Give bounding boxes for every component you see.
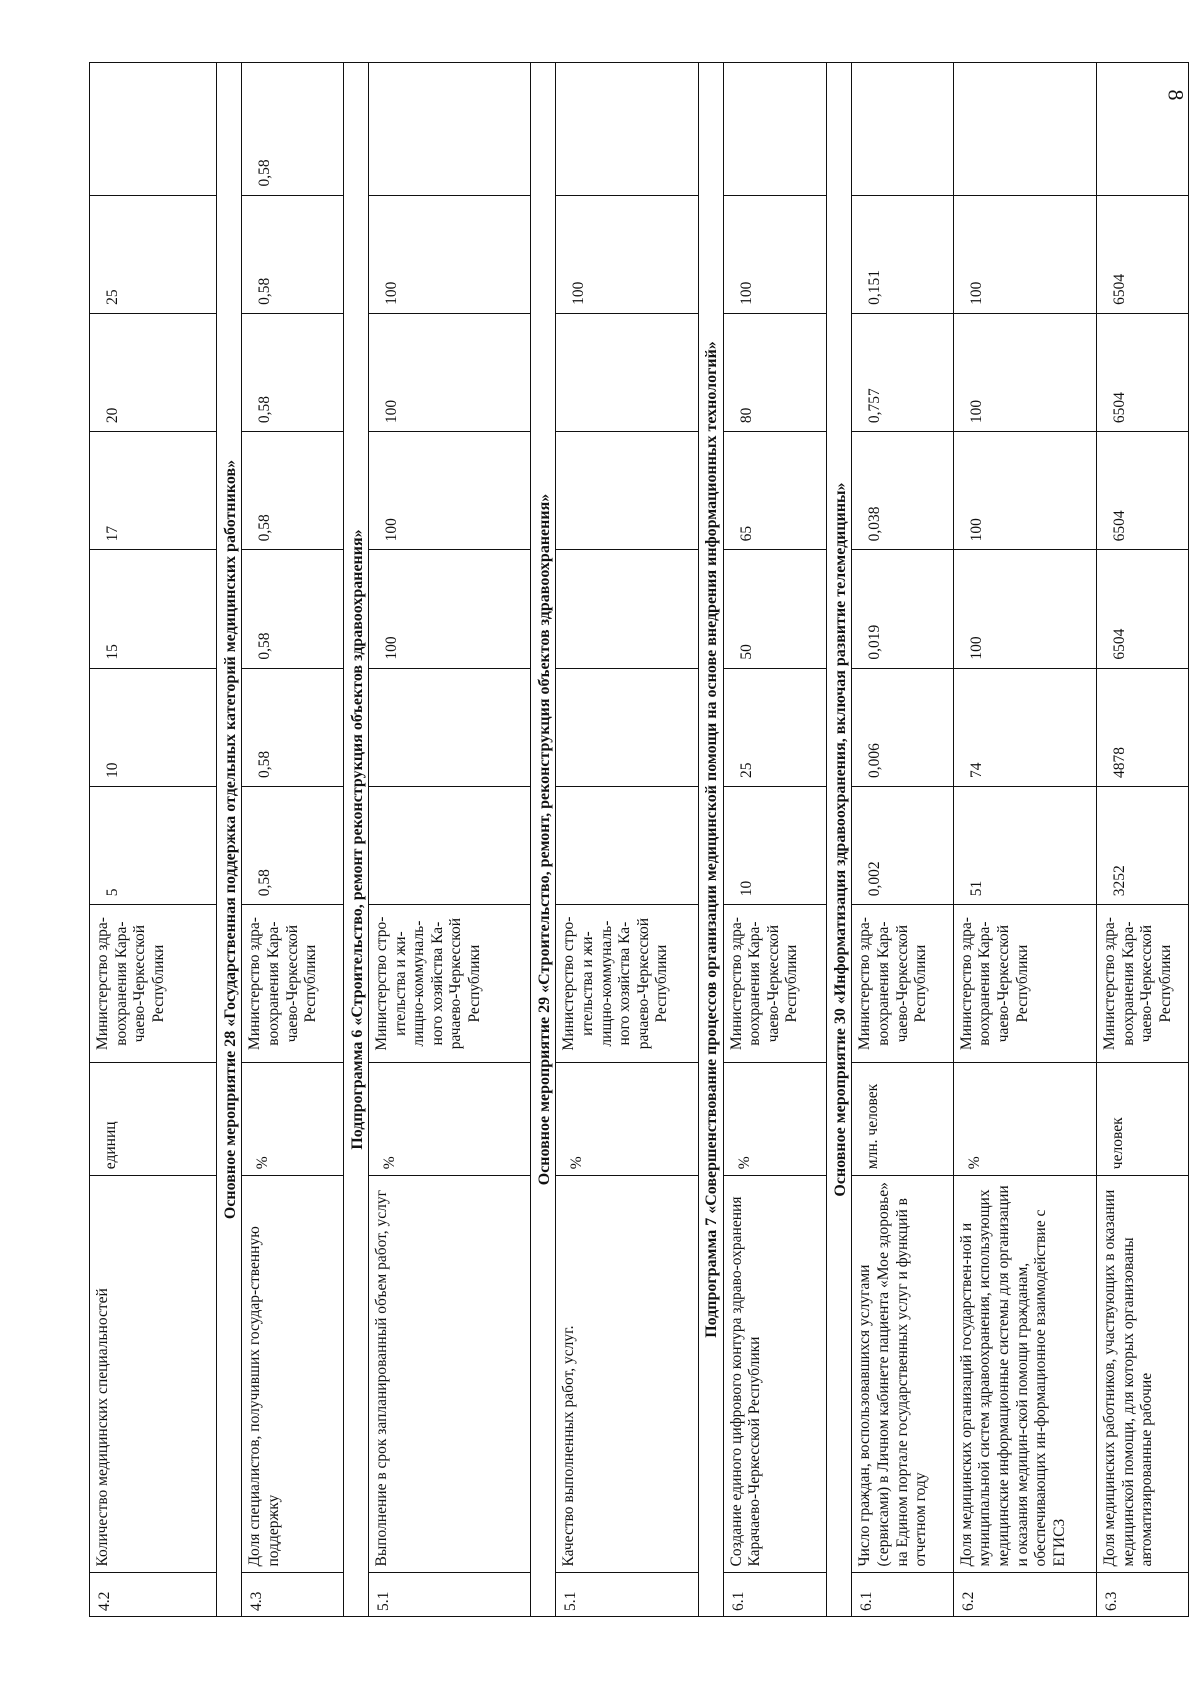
value-cell: 0,757 (852, 313, 954, 431)
row-number: 6.3 (1097, 1572, 1189, 1616)
value-cell: 100 (953, 432, 1096, 550)
value-cell (556, 63, 698, 196)
value-cell: 10 (90, 668, 217, 786)
value-cell: 80 (723, 313, 827, 431)
value-cell: 3252 (1097, 786, 1189, 904)
unit-of-measure: единиц (90, 1062, 217, 1175)
value-cell: 0,002 (852, 786, 954, 904)
value-cell: 100 (953, 195, 1096, 313)
value-cell: 0,58 (242, 313, 344, 431)
value-cell (556, 786, 698, 904)
value-cell (369, 786, 531, 904)
row-number: 6.2 (953, 1572, 1096, 1616)
value-cell (852, 63, 954, 196)
value-cell: 65 (723, 432, 827, 550)
responsible-executor: Министерство здра-воохранения Кара-чаево-Черкесской Республики (90, 905, 217, 1063)
value-cell: 20 (90, 313, 217, 431)
indicator-name: Доля медицинских организаций государствен-ной и муниципальной систем здравоохранения, использующих медицинские информационные системы для организации и оказания медицин-ской помощи гражданам, обеспечивающих ин-формационное взаимодействие с ЕГИСЗ (953, 1176, 1096, 1572)
indicator-name: Выполнение в срок запланированный объем работ, услуг (369, 1176, 531, 1572)
value-cell: 50 (723, 550, 827, 668)
row-number: 6.1 (852, 1572, 954, 1616)
section-header: Подпрограмма 6 «Строительство, ремонт реконструкция объектов здравоохранения» (343, 63, 368, 1617)
value-cell: 25 (723, 668, 827, 786)
value-cell: 15 (90, 550, 217, 668)
value-cell: 0,019 (852, 550, 954, 668)
row-number: 4.2 (90, 1572, 217, 1616)
value-cell: 0,58 (242, 786, 344, 904)
rotated-table-container (89, 62, 1189, 1617)
value-cell (1097, 63, 1189, 196)
value-cell (369, 63, 531, 196)
row-number: 4.3 (242, 1572, 344, 1616)
value-cell: 100 (556, 195, 698, 313)
value-cell: 0,58 (242, 668, 344, 786)
value-cell (556, 432, 698, 550)
section-header-row (217, 63, 242, 1617)
section-header-row (343, 63, 368, 1617)
row-number: 6.1 (723, 1572, 827, 1616)
row-number: 5.1 (369, 1572, 531, 1616)
value-cell (556, 550, 698, 668)
responsible-executor: Министерство стро-ительства и жи-лищно-коммуналь-ного хозяйства Ка-рачаево-Черкесской Республики (369, 905, 531, 1063)
value-cell (556, 313, 698, 431)
unit-of-measure: млн. человек (852, 1062, 954, 1175)
table-row (369, 63, 531, 1617)
unit-of-measure: % (242, 1062, 344, 1175)
unit-of-measure: % (556, 1062, 698, 1175)
value-cell: 25 (90, 195, 217, 313)
value-cell: 74 (953, 668, 1096, 786)
value-cell: 0,58 (242, 195, 344, 313)
section-header: Основное мероприятие 30 «Информатизация здравоохранения, включая развитие телемедицины» (827, 63, 852, 1617)
table-row (1097, 63, 1189, 1617)
value-cell (556, 668, 698, 786)
row-number: 5.1 (556, 1572, 698, 1616)
unit-of-measure: % (723, 1062, 827, 1175)
value-cell: 100 (369, 195, 531, 313)
value-cell (953, 63, 1096, 196)
table-row (852, 63, 954, 1617)
value-cell: 100 (369, 550, 531, 668)
indicator-name: Число граждан, воспользовавшихся услугами (сервисами) в Личном кабинете пациента «Мое здоровье» на Едином портале государственных услуг и функций в отчетном году (852, 1176, 954, 1572)
responsible-executor: Министерство здра-воохранения Кара-чаево-Черкесской Республики (723, 905, 827, 1063)
value-cell (90, 63, 217, 196)
value-cell: 51 (953, 786, 1096, 904)
section-header: Основное мероприятие 28 «Государственная поддержка отдельных категорий медицинских работников» (217, 63, 242, 1617)
value-cell: 4878 (1097, 668, 1189, 786)
responsible-executor: Министерство здра-воохранения Кара-чаево-Черкесской Республики (1097, 905, 1189, 1063)
section-header-row (698, 63, 723, 1617)
table-row (556, 63, 698, 1617)
value-cell: 6504 (1097, 195, 1189, 313)
value-cell: 0,58 (242, 63, 344, 196)
value-cell: 100 (953, 550, 1096, 668)
value-cell: 10 (723, 786, 827, 904)
unit-of-measure: % (369, 1062, 531, 1175)
indicators-table (89, 62, 1189, 1617)
table-row (242, 63, 344, 1617)
table-row (90, 63, 217, 1617)
responsible-executor: Министерство здра-воохранения Кара-чаево-Черкесской Республики (852, 905, 954, 1063)
page-number: 8 (1163, 89, 1189, 101)
section-header-row (531, 63, 556, 1617)
value-cell: 0,038 (852, 432, 954, 550)
value-cell: 6504 (1097, 432, 1189, 550)
table-row (953, 63, 1096, 1617)
value-cell: 17 (90, 432, 217, 550)
indicator-name: Доля медицинских работников, участвующих в оказании медицинской помощи, для которых организованы автоматизированные рабочие (1097, 1176, 1189, 1572)
indicator-name: Доля специалистов, получивших государ-ственную поддержку (242, 1176, 344, 1572)
value-cell: 6504 (1097, 550, 1189, 668)
value-cell: 100 (953, 313, 1096, 431)
value-cell: 5 (90, 786, 217, 904)
value-cell: 100 (369, 432, 531, 550)
value-cell: 0,006 (852, 668, 954, 786)
responsible-executor: Министерство здра-воохранения Кара-чаево-Черкесской Республики (953, 905, 1096, 1063)
value-cell (369, 668, 531, 786)
value-cell: 100 (723, 195, 827, 313)
responsible-executor: Министерство стро-ительства и жи-лищно-коммуналь-ного хозяйства Ка-рачаево-Черкесской Республики (556, 905, 698, 1063)
value-cell: 0,58 (242, 432, 344, 550)
section-header: Подпрограмма 7 «Совершенствование процессов организации медицинской помощи на основе внедрения информационных технологий» (698, 63, 723, 1617)
value-cell: 0,151 (852, 195, 954, 313)
section-header-row (827, 63, 852, 1617)
value-cell (723, 63, 827, 196)
unit-of-measure: человек (1097, 1062, 1189, 1175)
indicator-name: Создание единого цифрового контура здраво-охранения Карачаево-Черкесской Республики (723, 1176, 827, 1572)
value-cell: 6504 (1097, 313, 1189, 431)
unit-of-measure: % (953, 1062, 1096, 1175)
responsible-executor: Министерство здра-воохранения Кара-чаево-Черкесской Республики (242, 905, 344, 1063)
value-cell: 0,58 (242, 550, 344, 668)
value-cell: 100 (369, 313, 531, 431)
table-row (723, 63, 827, 1617)
indicator-name: Качество выполненных работ, услуг. (556, 1176, 698, 1572)
indicator-name: Количество медицинских специальностей (90, 1176, 217, 1572)
section-header: Основное мероприятие 29 «Строительство, ремонт, реконструкция объектов здравоохранения» (531, 63, 556, 1617)
